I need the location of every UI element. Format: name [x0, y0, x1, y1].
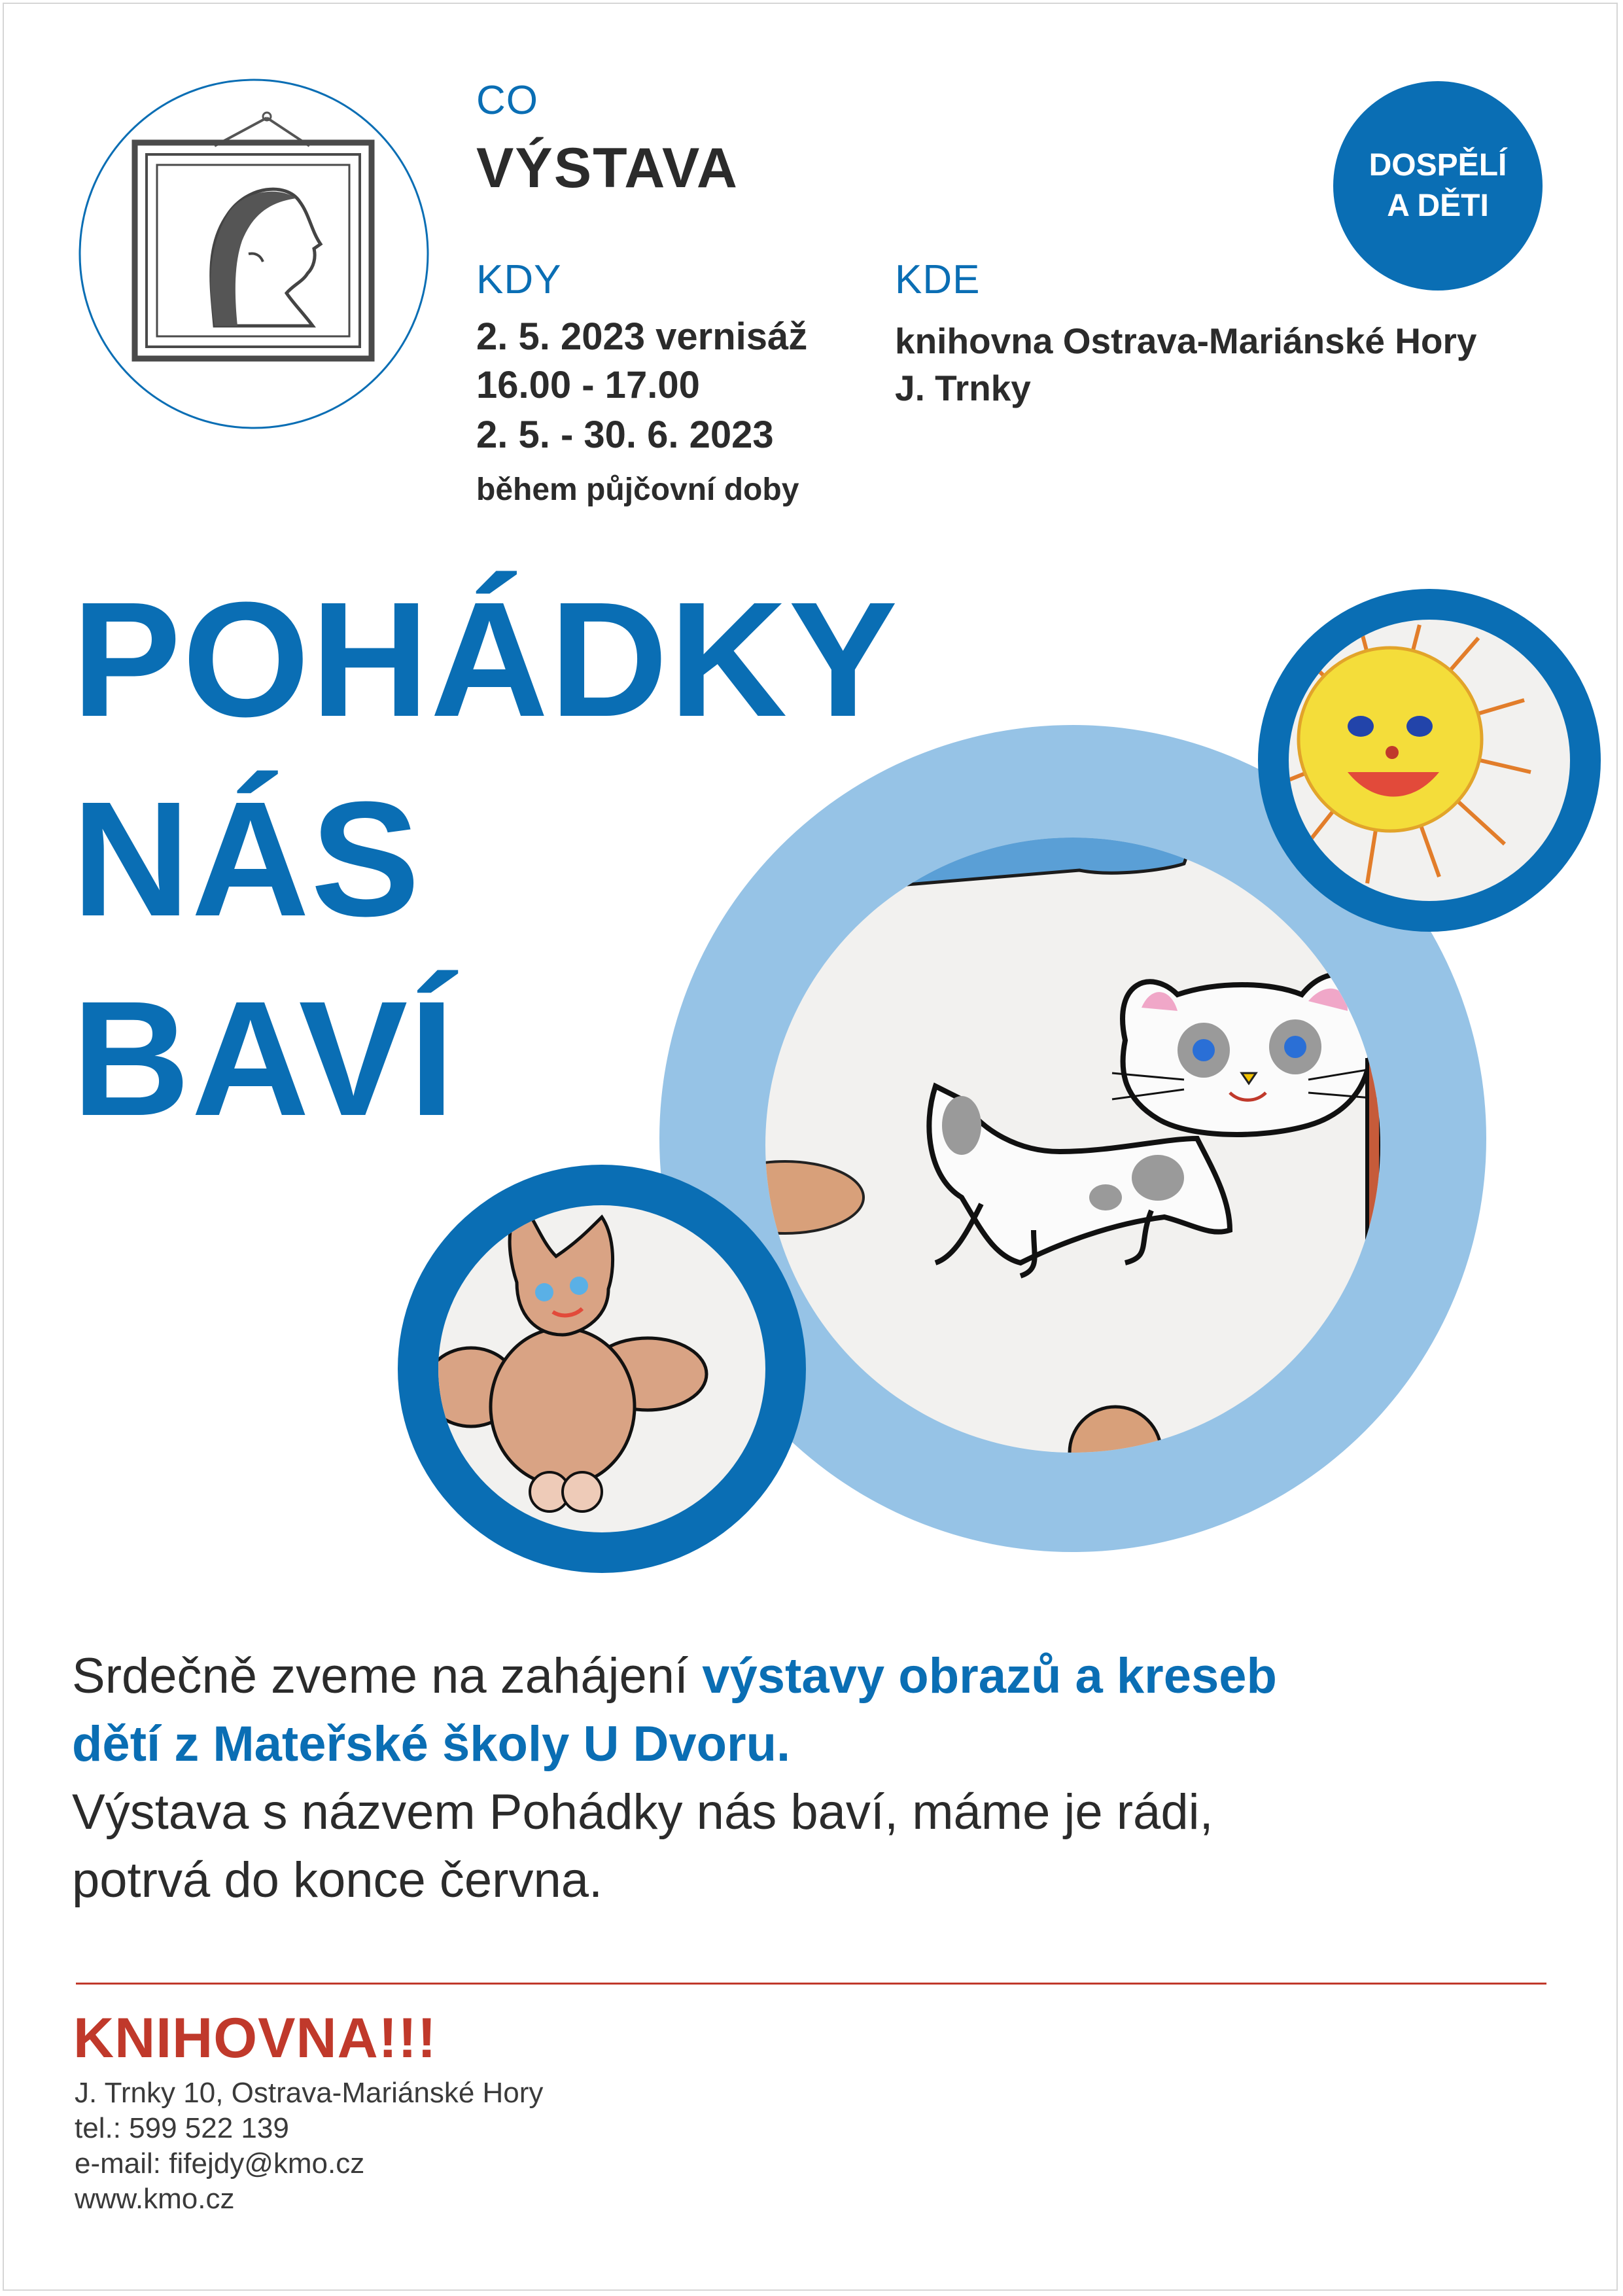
children-drawings-collage	[393, 576, 1622, 1597]
where-line-1: knihovna Ostrava-Mariánské Hory	[895, 321, 1477, 361]
footer-web-link[interactable]: www.kmo.cz	[75, 2183, 235, 2215]
footer-divider	[76, 1983, 1546, 1985]
title-line-1: POHÁDKY	[72, 568, 899, 751]
invitation-highlight-2: dětí z Mateřské školy U Dvoru.	[72, 1716, 791, 1772]
when-note: během půjčovní doby	[476, 472, 799, 507]
audience-badge	[1333, 81, 1543, 291]
title-line-3: BAVÍ	[72, 967, 456, 1150]
invitation-line-4: potrvá do konce června.	[72, 1852, 603, 1908]
invitation-highlight-1: výstavy obrazů a kreseb	[702, 1648, 1277, 1704]
title-line-2: NÁS	[72, 768, 421, 950]
audience-badge-line-2: A DĚTI	[1387, 188, 1489, 223]
when-label: KDY	[476, 257, 562, 302]
when-date-vernissage: 2. 5. 2023 vernisáž	[476, 315, 808, 358]
invitation-line-1	[72, 1642, 1577, 1710]
audience-badge-line-1: DOSPĚLÍ	[1369, 148, 1507, 183]
what-value: VÝSTAVA	[476, 137, 739, 200]
footer-phone[interactable]: tel.: 599 522 139	[75, 2112, 289, 2144]
framed-portrait-icon	[77, 77, 430, 431]
footer-address: J. Trnky 10, Ostrava-Mariánské Hory	[75, 2077, 544, 2109]
where-line-2: J. Trnky	[895, 368, 1031, 408]
invitation-intro: Srdečně zveme na zahájení	[72, 1648, 703, 1704]
where-label: KDE	[895, 257, 981, 302]
brand-logo: KNIHOVNA!!!	[73, 2007, 437, 2070]
invitation-line-3: Výstava s názvem Pohádky nás baví, máme je rádi,	[72, 1784, 1213, 1840]
footer-email[interactable]: e-mail: fifejdy@kmo.cz	[75, 2147, 365, 2180]
invitation-text	[72, 1642, 1577, 1915]
what-label: CO	[476, 78, 538, 123]
when-time: 16.00 - 17.00	[476, 364, 700, 406]
when-date-range: 2. 5. - 30. 6. 2023	[476, 414, 774, 456]
